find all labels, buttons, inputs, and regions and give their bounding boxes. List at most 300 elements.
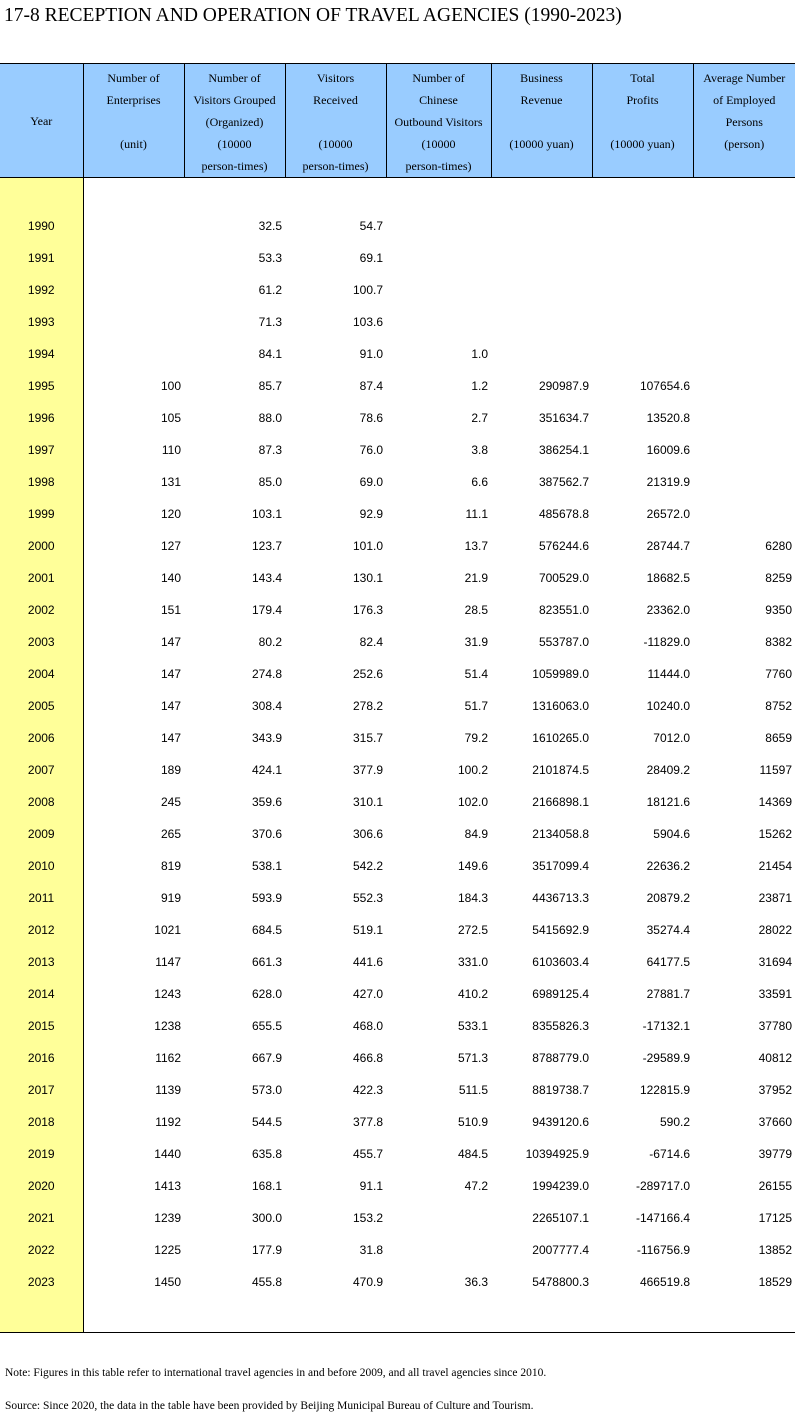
table-row: [0, 530, 795, 562]
data-table-wrapper: [0, 63, 795, 1333]
table-row: [0, 434, 795, 466]
col-business-revenue-cell: 1059989.0: [532, 667, 589, 681]
col-total-profits-cell: -289717.0: [635, 1179, 690, 1193]
col-business-revenue-cell: 576244.6: [538, 539, 589, 553]
col-employed-persons-header: [693, 64, 795, 178]
col-total-profits-cell: -6714.6: [649, 1147, 690, 1161]
col-visitors-grouped-cell: 103.1: [251, 507, 282, 521]
col-employed-persons-cell: [693, 274, 795, 306]
header-line: [84, 111, 184, 133]
year-cell: 1992: [0, 274, 83, 306]
header-line: Chinese: [419, 93, 458, 107]
col-outbound-visitors-cell: 571.3: [457, 1051, 488, 1065]
col-outbound-visitors-cell: [386, 1234, 491, 1266]
table-row: [0, 882, 795, 914]
page-title: 17-8 RECEPTION AND OPERATION OF TRAVEL AGENCIES (1990-2023): [4, 5, 622, 26]
spacer-cell: [285, 178, 386, 211]
header-line: (Organized): [205, 115, 264, 129]
table-row: [0, 978, 795, 1010]
col-outbound-visitors-cell: 31.9: [464, 635, 488, 649]
year-cell: 2004: [0, 658, 83, 690]
col-business-revenue-cell: 290987.9: [538, 379, 589, 393]
col-visitors-grouped-cell: 300.0: [251, 1211, 282, 1225]
year-cell: 2006: [0, 722, 83, 754]
col-employed-persons-cell: 8659: [765, 731, 792, 745]
table-row: [0, 722, 795, 754]
col-employed-persons-cell: 11597: [759, 763, 792, 777]
year-cell: 2003: [0, 626, 83, 658]
col-outbound-visitors-cell: 36.3: [464, 1275, 488, 1289]
table-body: [0, 178, 795, 1333]
col-outbound-visitors-cell: 102.0: [457, 795, 488, 809]
col-visitors-grouped-header: [184, 64, 285, 178]
table-row: [0, 690, 795, 722]
year-cell: 2011: [0, 882, 83, 914]
col-total-profits-cell: 13520.8: [646, 411, 690, 425]
table-row: [0, 1170, 795, 1202]
header-line: [593, 111, 693, 133]
col-visitors-received-cell: 310.1: [352, 795, 383, 809]
col-visitors-grouped-cell: 359.6: [251, 795, 282, 809]
col-employed-persons-cell: 37780: [758, 1019, 792, 1033]
col-business-revenue-cell: 8788779.0: [532, 1051, 589, 1065]
header-line: person-times): [405, 159, 472, 173]
col-outbound-visitors-cell: 28.5: [464, 603, 488, 617]
table-row: [0, 626, 795, 658]
col-visitors-grouped-cell: 179.4: [251, 603, 282, 617]
col-enterprises-cell: 147: [160, 667, 181, 681]
col-employed-persons-cell: 8752: [765, 699, 792, 713]
col-outbound-visitors-cell: 21.9: [464, 571, 488, 585]
header-line: person-times): [201, 159, 268, 173]
col-total-profits-cell: 35274.4: [646, 923, 690, 937]
col-enterprises-cell: 1162: [155, 1051, 181, 1065]
spacer-cell: [491, 1298, 592, 1333]
table-row: [0, 306, 795, 338]
col-outbound-visitors-cell: 3.8: [471, 443, 488, 457]
col-visitors-received-cell: 278.2: [352, 699, 383, 713]
spacer-cell: [693, 1298, 795, 1333]
col-enterprises-cell: 140: [160, 571, 181, 585]
col-employed-persons-cell: 33591: [758, 987, 792, 1001]
col-total-profits-cell: 21319.9: [646, 475, 690, 489]
col-visitors-grouped-cell: 88.0: [258, 411, 282, 425]
spacer-cell: [592, 178, 693, 211]
col-outbound-visitors-cell: 47.2: [464, 1179, 488, 1193]
col-employed-persons-cell: 21454: [758, 859, 792, 873]
header-line: [286, 111, 386, 133]
year-cell: 2019: [0, 1138, 83, 1170]
header-line: Revenue: [520, 93, 563, 107]
col-enterprises-cell: 189: [160, 763, 181, 777]
col-visitors-grouped-cell: 455.8: [251, 1275, 282, 1289]
col-enterprises-cell: 127: [160, 539, 181, 553]
header-line: Total: [630, 71, 655, 85]
spacer-cell: [592, 1298, 693, 1333]
header-line: (10000: [318, 137, 353, 151]
spacer-cell: [0, 178, 83, 211]
col-business-revenue-cell: 10394925.9: [525, 1147, 589, 1161]
col-enterprises-cell: [83, 306, 184, 338]
header-line: (person): [724, 137, 765, 151]
col-visitors-received-cell: 76.0: [359, 443, 383, 457]
header-line: Visitors Grouped: [193, 93, 276, 107]
col-employed-persons-cell: 40812: [758, 1051, 792, 1065]
col-total-profits-cell: -116756.9: [636, 1243, 690, 1257]
col-enterprises-cell: 265: [160, 827, 181, 841]
header-line: Visitors: [316, 71, 355, 85]
col-employed-persons-cell: 7760: [765, 667, 792, 681]
col-visitors-received-cell: 91.0: [359, 347, 383, 361]
year-cell: 2009: [0, 818, 83, 850]
year-cell: 1993: [0, 306, 83, 338]
col-visitors-received-cell: 100.7: [352, 283, 383, 297]
col-total-profits-header: [592, 64, 693, 178]
col-outbound-visitors-cell: [386, 242, 491, 274]
header-line: Received: [313, 93, 358, 107]
col-business-revenue-cell: 485678.8: [538, 507, 589, 521]
col-enterprises-cell: 819: [160, 859, 181, 873]
header-line: of Employed: [713, 93, 776, 107]
col-business-revenue-cell: 2134058.8: [532, 827, 589, 841]
table-row: [0, 1138, 795, 1170]
col-employed-persons-cell: [693, 466, 795, 498]
col-visitors-grouped-cell: 593.9: [251, 891, 282, 905]
col-employed-persons-cell: [693, 338, 795, 370]
col-visitors-grouped-cell: 80.2: [258, 635, 282, 649]
col-outbound-visitors-cell: 410.2: [457, 987, 488, 1001]
col-visitors-grouped-cell: 177.9: [251, 1243, 282, 1257]
col-enterprises-cell: 151: [160, 603, 181, 617]
col-visitors-received-cell: 103.6: [352, 315, 383, 329]
col-visitors-grouped-cell: 85.7: [258, 379, 282, 393]
col-outbound-visitors-cell: 272.5: [457, 923, 488, 937]
header-line: Profits: [626, 93, 659, 107]
col-visitors-received-cell: 31.8: [359, 1243, 383, 1257]
col-enterprises-cell: 1021: [154, 923, 181, 937]
col-enterprises-cell: 919: [160, 891, 181, 905]
col-visitors-received-cell: 54.7: [359, 219, 383, 233]
col-business-revenue-cell: 9439120.6: [532, 1115, 589, 1129]
col-total-profits-cell: 20879.2: [646, 891, 690, 905]
source-note: Source: Since 2020, the data in the table have been provided by Beijing Municipal Bureau of Culture and Tourism.: [5, 1400, 534, 1412]
year-cell: 2001: [0, 562, 83, 594]
col-business-revenue-cell: 351634.7: [538, 411, 589, 425]
col-total-profits-cell: 10240.0: [646, 699, 690, 713]
col-outbound-visitors-cell: 484.5: [457, 1147, 488, 1161]
year-cell: 2015: [0, 1010, 83, 1042]
col-business-revenue-cell: 700529.0: [538, 571, 589, 585]
col-visitors-grouped-cell: 123.7: [251, 539, 282, 553]
spacer-cell: [386, 1298, 491, 1333]
col-total-profits-cell: 5904.6: [653, 827, 690, 841]
table-row: [0, 850, 795, 882]
col-visitors-received-cell: 422.3: [352, 1083, 383, 1097]
col-employed-persons-cell: 28022: [758, 923, 792, 937]
table-row: [0, 1106, 795, 1138]
table-row: [0, 754, 795, 786]
col-business-revenue-cell: [491, 242, 592, 274]
year-cell: 2013: [0, 946, 83, 978]
col-visitors-grouped-cell: 53.3: [258, 251, 282, 265]
year-cell: 2012: [0, 914, 83, 946]
table-row: [0, 1042, 795, 1074]
col-business-revenue-cell: 3517099.4: [532, 859, 589, 873]
col-visitors-grouped-cell: 667.9: [251, 1051, 282, 1065]
col-visitors-grouped-cell: 573.0: [251, 1083, 282, 1097]
year-cell: 2002: [0, 594, 83, 626]
col-visitors-grouped-cell: 544.5: [251, 1115, 282, 1129]
col-total-profits-cell: 26572.0: [646, 507, 690, 521]
col-visitors-received-cell: 87.4: [359, 379, 383, 393]
header-line: (10000: [217, 137, 252, 151]
table-row: [0, 594, 795, 626]
col-total-profits-cell: 23362.0: [646, 603, 690, 617]
col-employed-persons-cell: 18529: [758, 1275, 792, 1289]
col-enterprises-cell: 1139: [155, 1083, 181, 1097]
header-line: (10000 yuan): [509, 137, 574, 151]
col-visitors-received-header: [285, 64, 386, 178]
col-outbound-visitors-header: [386, 64, 491, 178]
col-employed-persons-cell: 14369: [758, 795, 792, 809]
col-outbound-visitors-cell: [386, 274, 491, 306]
table-row: [0, 210, 795, 242]
col-visitors-received-cell: 519.1: [352, 923, 383, 937]
year-cell: 1996: [0, 402, 83, 434]
col-outbound-visitors-cell: [386, 306, 491, 338]
year-cell: 1997: [0, 434, 83, 466]
col-business-revenue-cell: 386254.1: [538, 443, 589, 457]
col-visitors-received-cell: 552.3: [352, 891, 383, 905]
header-line: Number of: [412, 71, 465, 85]
col-business-revenue-cell: 8819738.7: [532, 1083, 589, 1097]
table-row: [0, 914, 795, 946]
col-outbound-visitors-cell: 1.0: [471, 347, 488, 361]
year-cell: 2018: [0, 1106, 83, 1138]
col-visitors-grouped-cell: 143.4: [251, 571, 282, 585]
col-visitors-received-cell: 153.2: [352, 1211, 383, 1225]
col-employed-persons-cell: 8259: [765, 571, 792, 585]
col-visitors-received-cell: 306.6: [352, 827, 383, 841]
col-enterprises-cell: 1225: [154, 1243, 181, 1257]
spacer-cell: [83, 1298, 184, 1333]
col-outbound-visitors-cell: 11.1: [465, 507, 488, 521]
col-enterprises-cell: 1413: [154, 1179, 181, 1193]
year-cell: 1991: [0, 242, 83, 274]
header-line: Business: [520, 71, 563, 85]
table-row: [0, 1202, 795, 1234]
header-line: Number of: [107, 71, 160, 85]
col-enterprises-cell: 100: [160, 379, 181, 393]
col-total-profits-cell: 466519.8: [639, 1275, 690, 1289]
year-cell: 1999: [0, 498, 83, 530]
col-visitors-received-cell: 101.0: [352, 539, 383, 553]
col-business-revenue-cell: [491, 306, 592, 338]
footnote: Note: Figures in this table refer to international travel agencies in and before 2009, and all travel agencies since 2010.: [5, 1367, 547, 1379]
header-line: (unit): [120, 137, 147, 151]
col-outbound-visitors-cell: 149.6: [457, 859, 488, 873]
col-enterprises-cell: 1238: [154, 1019, 181, 1033]
col-employed-persons-cell: 23871: [758, 891, 792, 905]
col-total-profits-cell: -11829.0: [643, 635, 690, 649]
spacer-cell: [184, 178, 285, 211]
col-visitors-grouped-cell: 85.0: [258, 475, 282, 489]
spacer-row: [0, 178, 795, 211]
col-visitors-received-cell: 542.2: [352, 859, 383, 873]
col-enterprises-cell: 147: [160, 635, 181, 649]
table-row: [0, 466, 795, 498]
col-business-revenue-cell: 4436713.3: [532, 891, 589, 905]
spacer-row: [0, 1298, 795, 1333]
col-outbound-visitors-cell: 100.2: [457, 763, 488, 777]
col-visitors-grouped-cell: 168.1: [251, 1179, 282, 1193]
col-outbound-visitors-cell: 79.2: [464, 731, 488, 745]
table-row: [0, 1234, 795, 1266]
col-business-revenue-cell: [491, 274, 592, 306]
col-outbound-visitors-cell: 6.6: [471, 475, 488, 489]
col-business-revenue-cell: 5478800.3: [532, 1275, 589, 1289]
col-enterprises-cell: 1192: [155, 1115, 181, 1129]
col-visitors-received-cell: 470.9: [352, 1275, 383, 1289]
col-visitors-received-cell: 252.6: [352, 667, 383, 681]
col-total-profits-cell: 590.2: [659, 1115, 690, 1129]
col-total-profits-cell: -17132.1: [642, 1019, 690, 1033]
col-enterprises-cell: 1147: [155, 955, 181, 969]
col-enterprises-cell: 1440: [154, 1147, 181, 1161]
col-enterprises-cell: 147: [160, 699, 181, 713]
col-enterprises-cell: 1239: [154, 1211, 181, 1225]
table-row: [0, 242, 795, 274]
col-total-profits-cell: 122815.9: [639, 1083, 690, 1097]
col-outbound-visitors-cell: 84.9: [464, 827, 488, 841]
col-enterprises-cell: [83, 338, 184, 370]
table-header: [0, 64, 795, 178]
col-outbound-visitors-cell: 533.1: [457, 1019, 488, 1033]
table-row: [0, 562, 795, 594]
col-outbound-visitors-cell: 51.7: [464, 699, 488, 713]
table-row: [0, 786, 795, 818]
col-visitors-grouped-cell: 635.8: [251, 1147, 282, 1161]
col-employed-persons-cell: [693, 498, 795, 530]
col-enterprises-header: [83, 64, 184, 178]
col-business-revenue-cell: [491, 338, 592, 370]
col-year-header: [0, 64, 83, 178]
col-employed-persons-cell: 26155: [758, 1179, 792, 1193]
col-visitors-received-cell: 466.8: [352, 1051, 383, 1065]
col-visitors-grouped-cell: 655.5: [251, 1019, 282, 1033]
col-total-profits-cell: 22636.2: [646, 859, 690, 873]
col-business-revenue-cell: 1316063.0: [532, 699, 589, 713]
col-visitors-grouped-cell: 538.1: [251, 859, 282, 873]
col-visitors-received-cell: 92.9: [359, 507, 383, 521]
col-total-profits-cell: 18121.6: [646, 795, 690, 809]
col-employed-persons-cell: 13852: [758, 1243, 792, 1257]
year-cell: 2022: [0, 1234, 83, 1266]
col-outbound-visitors-cell: 13.7: [464, 539, 488, 553]
col-business-revenue-header: [491, 64, 592, 178]
year-cell: 2005: [0, 690, 83, 722]
col-enterprises-cell: 110: [161, 443, 181, 457]
year-cell: 2017: [0, 1074, 83, 1106]
year-cell: 2014: [0, 978, 83, 1010]
col-total-profits-cell: -29589.9: [642, 1051, 690, 1065]
col-visitors-received-cell: 130.1: [352, 571, 383, 585]
col-total-profits-cell: [592, 210, 693, 242]
col-visitors-received-cell: 69.1: [359, 251, 383, 265]
year-cell: 2000: [0, 530, 83, 562]
col-enterprises-cell: 105: [160, 411, 181, 425]
col-visitors-received-cell: 468.0: [352, 1019, 383, 1033]
col-business-revenue-cell: 387562.7: [538, 475, 589, 489]
col-enterprises-cell: 245: [160, 795, 181, 809]
col-visitors-received-cell: 377.8: [352, 1115, 383, 1129]
spacer-cell: [0, 1298, 83, 1333]
col-outbound-visitors-cell: [386, 210, 491, 242]
col-enterprises-cell: 131: [160, 475, 181, 489]
year-cell: 2016: [0, 1042, 83, 1074]
header-line: Enterprises: [106, 93, 161, 107]
col-visitors-grouped-cell: 370.6: [251, 827, 282, 841]
table-row: [0, 498, 795, 530]
col-employed-persons-cell: [693, 242, 795, 274]
spacer-cell: [285, 1298, 386, 1333]
year-cell: 1995: [0, 370, 83, 402]
header-line: (10000 yuan): [610, 137, 675, 151]
table-row: [0, 274, 795, 306]
table-row: [0, 818, 795, 850]
header-line: Number of: [208, 71, 261, 85]
data-table: [0, 63, 795, 1333]
col-business-revenue-cell: 2265107.1: [532, 1211, 589, 1225]
col-business-revenue-cell: 553787.0: [538, 635, 589, 649]
col-total-profits-cell: 7012.0: [653, 731, 690, 745]
col-business-revenue-cell: 823551.0: [538, 603, 589, 617]
spacer-cell: [693, 178, 795, 211]
header-line: [492, 111, 592, 133]
col-business-revenue-cell: [491, 210, 592, 242]
col-outbound-visitors-cell: 184.3: [457, 891, 488, 905]
col-visitors-received-cell: 82.4: [359, 635, 383, 649]
col-business-revenue-cell: 5415692.9: [532, 923, 589, 937]
col-enterprises-cell: 1450: [154, 1275, 181, 1289]
col-enterprises-cell: 1243: [154, 987, 181, 1001]
col-outbound-visitors-cell: 331.0: [457, 955, 488, 969]
col-enterprises-cell: 120: [160, 507, 181, 521]
table-row: [0, 658, 795, 690]
col-total-profits-cell: 18682.5: [646, 571, 690, 585]
year-cell: 2020: [0, 1170, 83, 1202]
col-business-revenue-cell: 8355826.3: [532, 1019, 589, 1033]
col-enterprises-cell: [83, 210, 184, 242]
spacer-cell: [386, 178, 491, 211]
col-visitors-grouped-cell: 61.2: [258, 283, 282, 297]
col-employed-persons-cell: [693, 434, 795, 466]
col-total-profits-cell: 64177.5: [646, 955, 690, 969]
col-total-profits-cell: [592, 274, 693, 306]
col-business-revenue-cell: 1610265.0: [532, 731, 589, 745]
col-visitors-grouped-cell: 684.5: [251, 923, 282, 937]
col-visitors-received-cell: 377.9: [352, 763, 383, 777]
col-outbound-visitors-cell: 2.7: [471, 411, 488, 425]
col-visitors-received-cell: 91.1: [359, 1179, 383, 1193]
header-line: Average Number: [703, 71, 786, 85]
col-visitors-received-cell: 176.3: [352, 603, 383, 617]
col-total-profits-cell: 27881.7: [646, 987, 690, 1001]
year-cell: 1998: [0, 466, 83, 498]
col-business-revenue-cell: 1994239.0: [532, 1179, 589, 1193]
col-visitors-received-cell: 455.7: [352, 1147, 383, 1161]
col-visitors-received-cell: 315.7: [352, 731, 383, 745]
